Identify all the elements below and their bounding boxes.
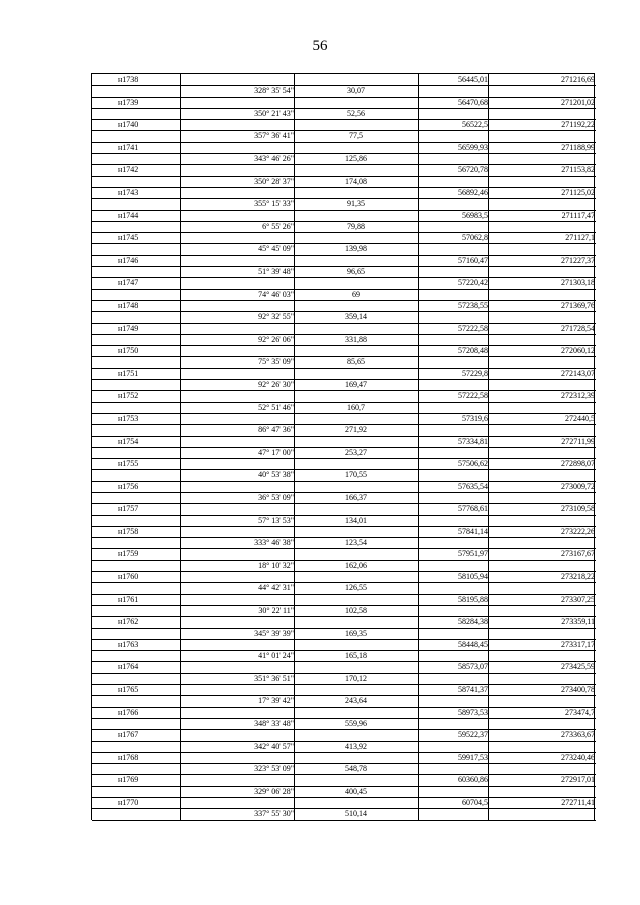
x-coordinate: 57208,48 — [458, 346, 488, 356]
y-coordinate: 271125,02 — [561, 187, 595, 197]
direction-angle: 6° 55' 26" — [262, 221, 294, 231]
point-name: н1766 — [118, 707, 139, 717]
point-name: н1746 — [118, 255, 139, 265]
direction-angle: 52° 51' 46" — [258, 402, 294, 412]
table-row — [91, 210, 595, 233]
y-coordinate: 273240,46 — [561, 752, 595, 762]
distance: 52,56 — [347, 108, 365, 118]
table-row — [91, 142, 595, 165]
distance: 174,08 — [345, 176, 367, 186]
distance: 169,35 — [345, 628, 367, 638]
point-name: н1740 — [118, 120, 139, 130]
x-coordinate: 57222,58 — [458, 323, 488, 333]
direction-angle: 51° 39' 48" — [258, 267, 294, 277]
y-coordinate: 273009,72 — [561, 481, 595, 491]
point-name: н1741 — [118, 142, 139, 152]
point-name: н1748 — [118, 300, 139, 310]
x-coordinate: 59522,37 — [458, 730, 488, 740]
direction-angle: 44° 42' 31" — [258, 583, 294, 593]
y-coordinate: 271153,82 — [561, 165, 595, 175]
direction-angle: 337° 55' 30" — [254, 809, 294, 819]
x-coordinate: 57220,42 — [458, 278, 488, 288]
x-coordinate: 57768,61 — [458, 504, 488, 514]
y-coordinate: 272143,07 — [561, 368, 595, 378]
y-coordinate: 273218,22 — [561, 572, 595, 582]
x-coordinate: 56892,46 — [458, 187, 488, 197]
coordinates-table — [91, 73, 595, 820]
direction-angle: 36° 53' 09" — [258, 492, 294, 502]
y-coordinate: 271216,69 — [561, 75, 595, 84]
point-name: н1759 — [118, 549, 139, 559]
table-row — [91, 729, 595, 752]
distance: 243,64 — [345, 696, 367, 706]
table-row — [91, 571, 595, 594]
table-row — [91, 774, 595, 797]
table-row — [91, 390, 595, 413]
y-coordinate: 273109,58 — [561, 504, 595, 514]
x-coordinate: 60360,86 — [458, 775, 488, 785]
table-body — [91, 74, 595, 820]
x-coordinate: 60704,5 — [462, 798, 488, 807]
direction-angle: 18° 10' 32" — [258, 560, 294, 570]
y-coordinate: 272440,5 — [565, 413, 595, 423]
point-name: н1738 — [118, 75, 139, 84]
row-divider — [92, 820, 596, 821]
x-coordinate: 57062,8 — [462, 233, 488, 243]
y-coordinate: 271227,37 — [561, 255, 595, 265]
table-row — [91, 594, 595, 617]
y-coordinate: 273425,59 — [561, 662, 595, 672]
direction-angle: 92° 32' 55" — [258, 312, 294, 322]
y-coordinate: 273400,78 — [561, 685, 595, 695]
point-name: н1743 — [118, 187, 139, 197]
x-coordinate: 58105,94 — [458, 572, 488, 582]
table-row — [91, 323, 595, 346]
point-name: н1758 — [118, 526, 139, 536]
x-coordinate: 56470,68 — [458, 97, 488, 107]
x-coordinate: 58448,45 — [458, 639, 488, 649]
x-coordinate: 56522,5 — [462, 120, 488, 130]
direction-angle: 74° 46' 03" — [258, 289, 294, 299]
x-coordinate: 57229,8 — [462, 368, 488, 378]
y-coordinate: 271192,22 — [561, 120, 595, 130]
table-row — [91, 707, 595, 730]
point-name: н1760 — [118, 572, 139, 582]
distance: 169,47 — [345, 380, 367, 390]
distance: 400,45 — [345, 786, 367, 796]
y-coordinate: 273359,11 — [561, 617, 595, 627]
point-name: н1739 — [118, 97, 139, 107]
direction-angle: 350° 28' 37" — [254, 176, 294, 186]
y-coordinate: 272711,99 — [561, 436, 595, 446]
point-name: н1749 — [118, 323, 139, 333]
y-coordinate: 271117,47 — [561, 210, 595, 220]
distance: 77,5 — [349, 131, 363, 141]
y-coordinate: 273363,67 — [561, 730, 595, 740]
point-name: н1751 — [118, 368, 139, 378]
y-coordinate: 271303,18 — [561, 278, 595, 288]
distance: 413,92 — [345, 741, 367, 751]
y-coordinate: 273317,17 — [561, 639, 595, 649]
point-name: н1744 — [118, 210, 139, 220]
direction-angle: 348° 33' 48" — [254, 718, 294, 728]
distance: 162,06 — [345, 560, 367, 570]
distance: 548,78 — [345, 764, 367, 774]
point-name: н1768 — [118, 752, 139, 762]
point-name: н1742 — [118, 165, 139, 175]
direction-angle: 86° 47' 36" — [258, 425, 294, 435]
point-name: н1767 — [118, 730, 139, 740]
table-row — [91, 661, 595, 684]
x-coordinate: 58195,88 — [458, 594, 488, 604]
direction-angle: 40° 53' 38" — [258, 470, 294, 480]
y-coordinate: 271127,1 — [565, 233, 595, 243]
y-coordinate: 271369,76 — [561, 300, 595, 310]
direction-angle: 45° 45' 09" — [258, 244, 294, 254]
direction-angle: 357° 36' 41" — [254, 131, 294, 141]
y-coordinate: 271201,02 — [561, 97, 595, 107]
point-name: н1747 — [118, 278, 139, 288]
y-coordinate: 272898,07 — [561, 459, 595, 469]
direction-angle: 92° 26' 06" — [258, 334, 294, 344]
direction-angle: 323° 53' 09" — [254, 764, 294, 774]
point-name: н1765 — [118, 685, 139, 695]
table-row — [91, 413, 595, 436]
distance: 160,7 — [347, 402, 365, 412]
distance: 139,98 — [345, 244, 367, 254]
distance: 253,27 — [345, 447, 367, 457]
table-row — [91, 797, 595, 820]
table-row — [91, 300, 595, 323]
direction-angle: 30° 22' 11" — [258, 605, 294, 615]
point-name: н1762 — [118, 617, 139, 627]
x-coordinate: 58741,37 — [458, 685, 488, 695]
point-name: н1769 — [118, 775, 139, 785]
point-name: н1753 — [118, 413, 139, 423]
x-coordinate: 58284,38 — [458, 617, 488, 627]
point-name: н1754 — [118, 436, 139, 446]
direction-angle: 17° 39' 42" — [258, 696, 294, 706]
distance: 91,35 — [347, 199, 365, 209]
table-row — [91, 684, 595, 707]
table-row — [91, 436, 595, 459]
direction-angle: 57° 13' 53" — [258, 515, 294, 525]
distance: 30,07 — [347, 86, 365, 96]
distance: 559,96 — [345, 718, 367, 728]
y-coordinate: 272312,39 — [561, 391, 595, 401]
x-coordinate: 57506,62 — [458, 459, 488, 469]
point-name: н1752 — [118, 391, 139, 401]
table-row — [91, 368, 595, 391]
point-name: н1755 — [118, 459, 139, 469]
x-coordinate: 57222,58 — [458, 391, 488, 401]
distance: 69 — [352, 289, 360, 299]
table-row — [91, 752, 595, 775]
distance: 96,65 — [347, 267, 365, 277]
distance: 166,37 — [345, 492, 367, 502]
x-coordinate: 57951,97 — [458, 549, 488, 559]
table-row — [91, 639, 595, 662]
y-coordinate: 273474,7 — [565, 707, 595, 717]
distance: 510,14 — [345, 809, 367, 819]
x-coordinate: 57160,47 — [458, 255, 488, 265]
direction-angle: 351° 36' 51" — [254, 673, 294, 683]
point-name: н1764 — [118, 662, 139, 672]
table-row — [91, 458, 595, 481]
point-name: н1756 — [118, 481, 139, 491]
x-coordinate: 59917,53 — [458, 752, 488, 762]
y-coordinate: 272711,41 — [561, 798, 595, 807]
table-row — [91, 119, 595, 142]
distance: 102,58 — [345, 605, 367, 615]
table-row — [91, 345, 595, 368]
table-row — [91, 74, 595, 97]
y-coordinate: 271188,99 — [561, 142, 595, 152]
x-coordinate: 57238,55 — [458, 300, 488, 310]
direction-angle: 343° 46' 26" — [254, 154, 294, 164]
direction-angle: 355° 15' 33" — [254, 199, 294, 209]
x-coordinate: 58573,07 — [458, 662, 488, 672]
x-coordinate: 56720,78 — [458, 165, 488, 175]
direction-angle: 329° 06' 28" — [254, 786, 294, 796]
point-name: н1761 — [118, 594, 139, 604]
distance: 85,65 — [347, 357, 365, 367]
y-coordinate: 271728,54 — [561, 323, 595, 333]
direction-angle: 333° 46' 38" — [254, 538, 294, 548]
table-row — [91, 526, 595, 549]
table-row — [91, 187, 595, 210]
y-coordinate: 273167,67 — [561, 549, 595, 559]
direction-angle: 47° 17' 00" — [258, 447, 294, 457]
x-coordinate: 56445,01 — [458, 75, 488, 84]
direction-angle: 328° 35' 54" — [254, 86, 294, 96]
direction-angle: 345° 39' 39" — [254, 628, 294, 638]
table-row — [91, 616, 595, 639]
table-row — [91, 97, 595, 120]
distance: 165,18 — [345, 651, 367, 661]
x-coordinate: 57334,81 — [458, 436, 488, 446]
distance: 170,12 — [345, 673, 367, 683]
y-coordinate: 273307,25 — [561, 594, 595, 604]
distance: 123,54 — [345, 538, 367, 548]
direction-angle: 342° 40' 57" — [254, 741, 294, 751]
distance: 79,88 — [347, 221, 365, 231]
x-coordinate: 57319,6 — [462, 413, 488, 423]
distance: 331,88 — [345, 334, 367, 344]
distance: 359,14 — [345, 312, 367, 322]
point-name: н1770 — [118, 798, 139, 807]
point-name: н1750 — [118, 346, 139, 356]
table-row — [91, 277, 595, 300]
direction-angle: 92° 26' 30" — [258, 380, 294, 390]
table-row — [91, 481, 595, 504]
x-coordinate: 56599,93 — [458, 142, 488, 152]
distance: 271,92 — [345, 425, 367, 435]
table-row — [91, 503, 595, 526]
point-name: н1745 — [118, 233, 139, 243]
table-row — [91, 164, 595, 187]
y-coordinate: 272917,01 — [561, 775, 595, 785]
x-coordinate: 57635,54 — [458, 481, 488, 491]
table-row — [91, 232, 595, 255]
distance: 134,01 — [345, 515, 367, 525]
point-name: н1757 — [118, 504, 139, 514]
distance: 125,86 — [345, 154, 367, 164]
x-coordinate: 58973,53 — [458, 707, 488, 717]
x-coordinate: 56983,5 — [462, 210, 488, 220]
page-number: 56 — [312, 38, 328, 54]
point-name: н1763 — [118, 639, 139, 649]
y-coordinate: 272060,12 — [561, 346, 595, 356]
table-row — [91, 255, 595, 278]
distance: 126,55 — [345, 583, 367, 593]
direction-angle: 75° 35' 09" — [258, 357, 294, 367]
direction-angle: 350° 21' 43" — [254, 108, 294, 118]
table-row — [91, 548, 595, 571]
x-coordinate: 57841,14 — [458, 526, 488, 536]
distance: 170,55 — [345, 470, 367, 480]
direction-angle: 41° 01' 24" — [258, 651, 294, 661]
y-coordinate: 273222,26 — [561, 526, 595, 536]
